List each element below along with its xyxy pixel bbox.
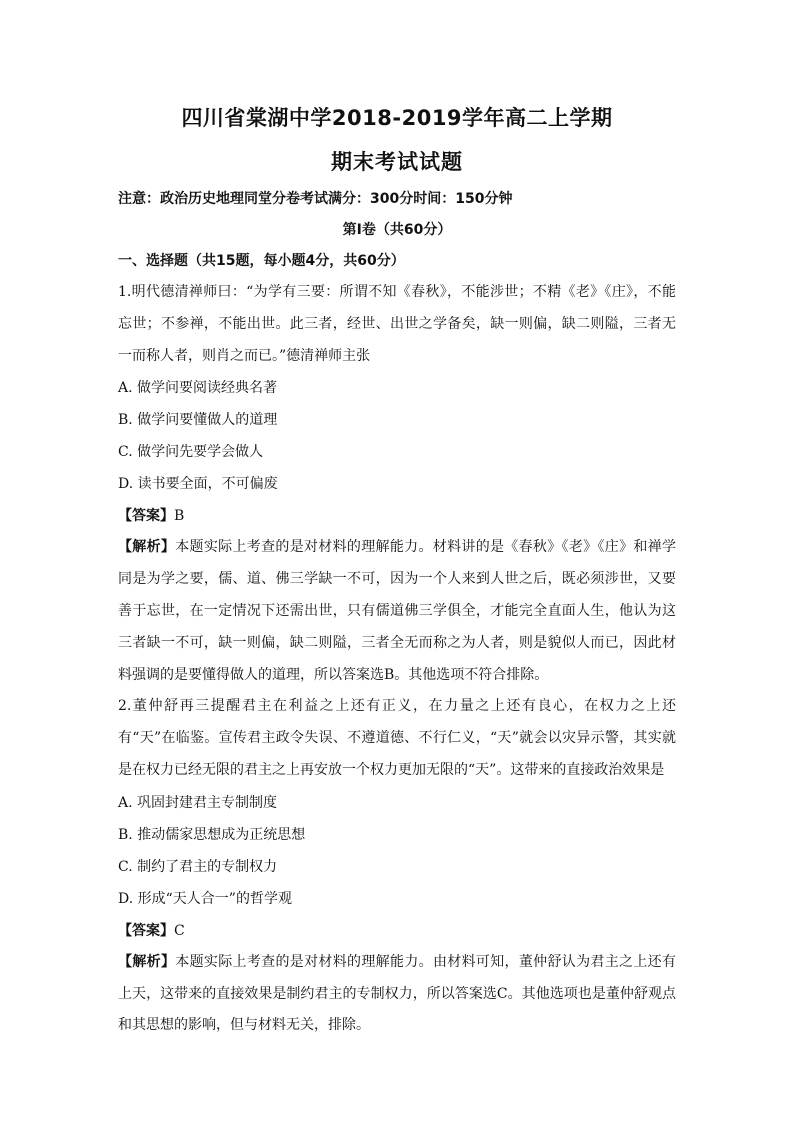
question-1-option-b: B. 做学问要懂做人的道理 — [118, 412, 278, 429]
exam-body — [118, 184, 676, 1042]
answer-label: 【答案】 — [118, 508, 174, 525]
question-2 — [118, 691, 676, 1042]
analysis-text: 本题实际上考查的是对材料的理解能力。材料讲的是《春秋》《老》《庄》和禅学同是为学之要，儒、道、佛三学缺一不可，因为一个人来到人世之后，既必须涉世，又要善于忘世，在一定情况下还需出世，只有儒道佛三学俱全，才能完全直面人生，他认为这三者缺一不可，缺一则偏，缺二则隘，三者全无而称之为人者，则是貌似人而已，因此材料强调的是要懂得做人的道理，所以答案选B。其他选项不符合排除。 — [118, 539, 677, 683]
question-1 — [118, 277, 676, 691]
volume-heading: 第Ⅰ卷（共60分） — [342, 222, 452, 238]
question-1-option-d: D. 读书要全面，不可偏废 — [118, 476, 278, 493]
question-1-stem: 1.明代德清禅师曰：“为学有三要：所谓不知《春秋》，不能涉世；不精《老》《庄》，不能忘世；不参禅，不能出世。此三者，经世、出世之学备矣，缺一则偏，缺二则隘，三者无一而称人者，则肖之而已。”德清禅师主张 — [118, 284, 676, 364]
question-2-option-d: D. 形成“天人合一”的哲学观 — [118, 890, 292, 907]
answer-value: C — [174, 922, 185, 939]
analysis-text: 本题实际上考查的是对材料的理解能力。由材料可知，董仲舒认为君主之上还有上天，这带来的直接效果是制约君主的专制权力，所以答案选C。其他选项也是董仲舒观点和其思想的影响，但与材料无关，排除。 — [118, 953, 677, 1034]
question-1-answer — [118, 500, 676, 532]
question-2-option-b: B. 推动儒家思想成为正统思想 — [118, 826, 306, 843]
page-title: 四川省棠湖中学2018-2019学年高二上学期 — [181, 106, 613, 130]
question-1-analysis — [118, 532, 676, 691]
question-2-answer — [118, 915, 676, 947]
question-2-stem: 2.董仲舒再三提醒君主在利益之上还有正义，在力量之上还有良心，在权力之上还有“天”在临鉴。宣传君主政令失误、不遵道德、不行仁义，“天”就会以灾异示警，其实就是在权力已经无限的君主之上再安放一个权力更加无限的“天”。这带来的直接政治效果是 — [118, 698, 676, 778]
page-subtitle: 期末考试试题 — [331, 150, 463, 174]
question-2-option-a: A. 巩固封建君主专制制度 — [118, 794, 278, 811]
analysis-label: 【解析】 — [118, 539, 176, 556]
answer-value: B — [174, 508, 185, 525]
question-1-option-a: A. 做学问要阅读经典名著 — [118, 380, 278, 397]
answer-label: 【答案】 — [118, 922, 174, 939]
question-2-option-c: C. 制约了君主的专制权力 — [118, 858, 278, 875]
analysis-label: 【解析】 — [118, 953, 176, 970]
question-2-analysis — [118, 947, 676, 1042]
question-1-option-c: C. 做学问先要学会做人 — [118, 444, 264, 461]
exam-notice: 注意：政治历史地理同堂分卷考试满分：300分时间：150分钟 — [118, 191, 513, 207]
section-heading: 一、选择题（共15题，每小题4分，共60分） — [118, 253, 405, 269]
